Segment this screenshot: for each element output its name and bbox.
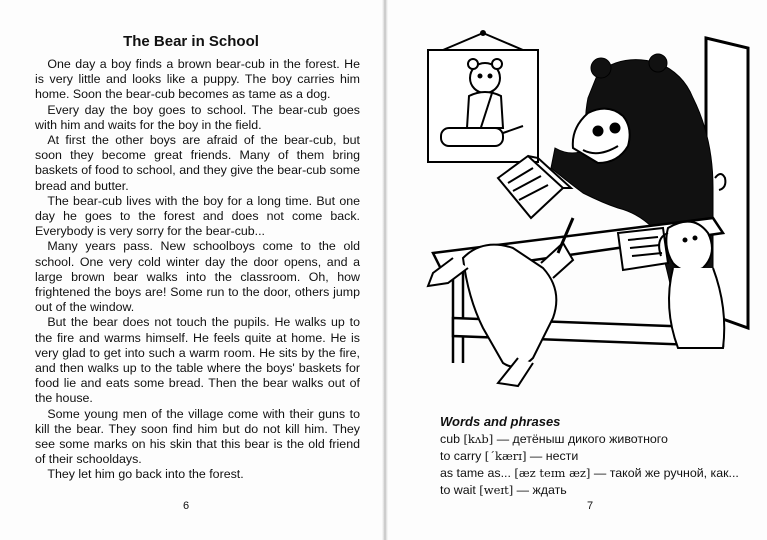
right-page bbox=[388, 0, 767, 540]
vocab-translation: — такой же ручной, как... bbox=[593, 466, 739, 480]
story-paragraph: Many years pass. New schoolboys come to the old school. One very cold winter day the door opens, and a large brown bear walks into the classroom. Oh, how frightened the boys are! Some run to the door, others jump out of the window. bbox=[35, 239, 360, 315]
vocab-word: to wait bbox=[440, 483, 476, 497]
vocabulary-entry bbox=[440, 465, 760, 482]
story-paragraph: At first the other boys are afraid of the bear-cub, but soon they become great friends. Many of them bring baskets of food to school, and they give the bear-cub some bread and butter. bbox=[35, 133, 360, 193]
story-paragraph: Some young men of the village come with their guns to kill the bear. They soon find him but do not kill him. They see some marks on his skin that this bear is the old friend of their schooldays. bbox=[35, 406, 360, 467]
wall-picture bbox=[428, 31, 538, 162]
words-section-title: Words and phrases bbox=[440, 414, 561, 429]
vocab-transcription: [æz teɪm æz] bbox=[514, 466, 591, 480]
vocab-translation: — ждать bbox=[516, 483, 567, 497]
story-title: The Bear in School bbox=[123, 33, 259, 50]
vocabulary-entry bbox=[440, 448, 760, 465]
vocab-translation: — нести bbox=[529, 449, 579, 463]
bear-classroom-illustration bbox=[423, 28, 763, 390]
vocab-word: to carry bbox=[440, 449, 482, 463]
story-paragraph: The bear-cub lives with the boy for a long time. But one day he goes to the forest and does not come back. Everybody is very sorry for the bear-cub... bbox=[35, 193, 360, 239]
story-paragraph: One day a boy finds a brown bear-cub in the forest. He is very little and looks like a puppy. The boy carries him home. Soon the bear-cub becomes as tame as a dog. bbox=[35, 57, 360, 102]
vocab-transcription: [weɪt] bbox=[479, 483, 514, 497]
story-paragraph: They let him go back into the forest. bbox=[47, 467, 244, 482]
vocab-word: cub bbox=[440, 432, 460, 446]
story-paragraph: But the bear does not touch the pupils. He walks up to the fire and warms himself. He feels quite at home. He is very glad to get into such a warm room. He sits by the fire, and then walks up to the table where the boys' baskets for food lie and eats some bread. Then the bear walks out of the house. bbox=[35, 315, 360, 406]
story-paragraph: Every day the boy goes to school. The bear-cub goes with him and waits for the boy in the field. bbox=[35, 102, 360, 132]
page-number-right: 7 bbox=[587, 500, 594, 512]
vocabulary-list bbox=[440, 431, 760, 499]
vocab-transcription: [kʌb] bbox=[463, 432, 494, 446]
vocabulary-entry bbox=[440, 431, 760, 448]
page-number-left: 6 bbox=[183, 500, 190, 512]
vocab-transcription: [ˊkærɪ] bbox=[484, 449, 527, 463]
notebook bbox=[618, 228, 668, 270]
vocabulary-entry bbox=[440, 482, 760, 499]
left-page bbox=[0, 0, 382, 540]
vocab-word: as tame as... bbox=[440, 466, 511, 480]
story-text bbox=[35, 57, 360, 483]
vocab-translation: — детёныш дикого животного bbox=[496, 432, 668, 446]
